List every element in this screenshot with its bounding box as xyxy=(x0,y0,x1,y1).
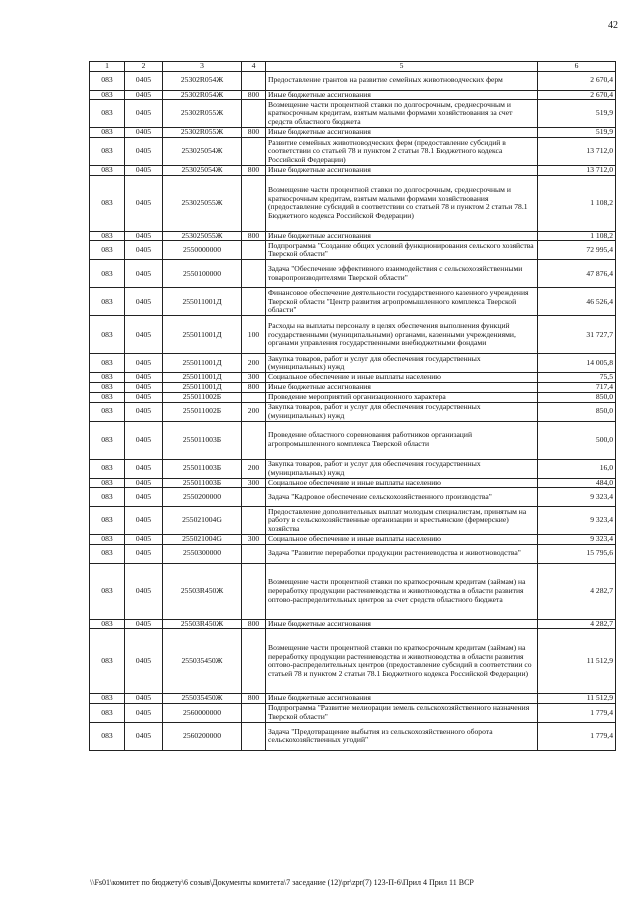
admin-code-cell: 083 xyxy=(90,629,125,694)
section-code-cell: 0405 xyxy=(125,488,163,507)
expense-type-cell: 800 xyxy=(242,382,266,392)
section-code-cell: 0405 xyxy=(125,260,163,288)
column-header: 1 xyxy=(90,62,125,72)
budget-table xyxy=(89,61,616,751)
description-cell: Возмещение части процентной ставки по краткосрочным кредитам (займам) на переработку продукции растениеводства и животноводства в области развития оптово-распределительных центров (предоставление субсидий в соответствии со статьей 78 и пунктом 2 статьи 78.1 Бюджетного кодекса Российской Федерации) xyxy=(266,629,538,694)
table-row xyxy=(90,382,616,392)
description-cell: Иные бюджетные ассигнования xyxy=(266,90,538,100)
admin-code-cell: 083 xyxy=(90,241,125,260)
description-cell: Иные бюджетные ассигнования xyxy=(266,619,538,629)
target-article-cell: 253025055Ж xyxy=(163,175,242,231)
admin-code-cell: 083 xyxy=(90,354,125,373)
column-header: 2 xyxy=(125,62,163,72)
admin-code-cell: 083 xyxy=(90,288,125,316)
expense-type-cell xyxy=(242,138,266,166)
admin-code-cell: 083 xyxy=(90,703,125,722)
expense-type-cell: 800 xyxy=(242,166,266,176)
section-code-cell: 0405 xyxy=(125,231,163,241)
expense-type-cell xyxy=(242,260,266,288)
expense-type-cell xyxy=(242,288,266,316)
table-row xyxy=(90,544,616,563)
expense-type-cell xyxy=(242,507,266,535)
amount-cell: 519,9 xyxy=(538,100,616,128)
description-cell: Расходы на выплаты персоналу в целях обеспечения выполнения функций государственными (муниципальными) органами, казенными учреждениями, органами управления государственными внебюджетными фондами xyxy=(266,316,538,354)
expense-type-cell xyxy=(242,100,266,128)
description-cell: Возмещение части процентной ставки по долгосрочным, среднесрочным и краткосрочным кредитам, взятым малыми формами хозяйствования за счет средств областного бюджета xyxy=(266,100,538,128)
table-row xyxy=(90,316,616,354)
target-article-cell: 2560000000 xyxy=(163,703,242,722)
table-row xyxy=(90,629,616,694)
description-cell: Задача "Развитие переработки продукции растениеводства и животноводства" xyxy=(266,544,538,563)
expense-type-cell xyxy=(242,544,266,563)
amount-cell: 717,4 xyxy=(538,382,616,392)
amount-cell: 9 323,4 xyxy=(538,488,616,507)
amount-cell: 13 712,0 xyxy=(538,166,616,176)
description-cell: Финансовое обеспечение деятельности государственного казенного учреждения Тверской области "Центр развития агропромышленного комплекса Тверской области" xyxy=(266,288,538,316)
section-code-cell: 0405 xyxy=(125,619,163,629)
amount-cell: 2 670,4 xyxy=(538,90,616,100)
admin-code-cell: 083 xyxy=(90,694,125,704)
admin-code-cell: 083 xyxy=(90,535,125,545)
target-article-cell: 253025054Ж xyxy=(163,138,242,166)
target-article-cell: 255021004G xyxy=(163,507,242,535)
target-article-cell: 25302R054Ж xyxy=(163,71,242,90)
amount-cell: 14 005,8 xyxy=(538,354,616,373)
table-row xyxy=(90,128,616,138)
table-row xyxy=(90,288,616,316)
section-code-cell: 0405 xyxy=(125,128,163,138)
amount-cell: 46 526,4 xyxy=(538,288,616,316)
table-row xyxy=(90,241,616,260)
description-cell: Возмещение части процентной ставки по краткосрочным кредитам (займам) на переработку продукции растениеводства и животноводства в области развития оптово-распределительных центров за счет средств областного бюджета xyxy=(266,563,538,619)
column-header: 6 xyxy=(538,62,616,72)
description-cell: Задача "Кадровое обеспечение сельскохозяйственного производства" xyxy=(266,488,538,507)
target-article-cell: 255011001Д xyxy=(163,373,242,383)
admin-code-cell: 083 xyxy=(90,507,125,535)
section-code-cell: 0405 xyxy=(125,544,163,563)
section-code-cell: 0405 xyxy=(125,288,163,316)
admin-code-cell: 083 xyxy=(90,488,125,507)
admin-code-cell: 083 xyxy=(90,373,125,383)
amount-cell: 75,5 xyxy=(538,373,616,383)
target-article-cell: 25302R055Ж xyxy=(163,128,242,138)
section-code-cell: 0405 xyxy=(125,402,163,421)
description-cell: Проведение областного соревнования работников организаций агропромышленного комплекса Тверской области xyxy=(266,421,538,459)
table-row xyxy=(90,373,616,383)
expense-type-cell: 800 xyxy=(242,694,266,704)
table-row xyxy=(90,260,616,288)
amount-cell: 850,0 xyxy=(538,392,616,402)
expense-type-cell xyxy=(242,392,266,402)
section-code-cell: 0405 xyxy=(125,100,163,128)
section-code-cell: 0405 xyxy=(125,535,163,545)
description-cell: Подпрограмма "Развитие мелиорации земель сельскохозяйственного назначения Тверской области" xyxy=(266,703,538,722)
column-header: 5 xyxy=(266,62,538,72)
section-code-cell: 0405 xyxy=(125,478,163,488)
table-row xyxy=(90,722,616,750)
description-cell: Иные бюджетные ассигнования xyxy=(266,166,538,176)
target-article-cell: 25503R450Ж xyxy=(163,563,242,619)
description-cell: Проведение мероприятий организационного характера xyxy=(266,392,538,402)
amount-cell: 850,0 xyxy=(538,402,616,421)
expense-type-cell xyxy=(242,703,266,722)
admin-code-cell: 083 xyxy=(90,402,125,421)
target-article-cell: 253025054Ж xyxy=(163,166,242,176)
table-row xyxy=(90,100,616,128)
admin-code-cell: 083 xyxy=(90,421,125,459)
expense-type-cell: 800 xyxy=(242,128,266,138)
file-path-footer: \\Fs01\комитет по бюджету\6 созыв\Документы комитета\7 заседание (12)\pr\zpr(7) 123-П-6\Прил 4 Прил 11 ВСР xyxy=(90,878,474,887)
amount-cell: 1 108,2 xyxy=(538,231,616,241)
section-code-cell: 0405 xyxy=(125,316,163,354)
section-code-cell: 0405 xyxy=(125,722,163,750)
admin-code-cell: 083 xyxy=(90,392,125,402)
admin-code-cell: 083 xyxy=(90,71,125,90)
admin-code-cell: 083 xyxy=(90,90,125,100)
amount-cell: 1 779,4 xyxy=(538,703,616,722)
target-article-cell: 255035450Ж xyxy=(163,694,242,704)
target-article-cell: 255011001Д xyxy=(163,382,242,392)
table-row xyxy=(90,694,616,704)
target-article-cell: 255035450Ж xyxy=(163,629,242,694)
expense-type-cell xyxy=(242,175,266,231)
admin-code-cell: 083 xyxy=(90,478,125,488)
description-cell: Подпрограмма "Создание общих условий функционирования сельского хозяйства Тверской области" xyxy=(266,241,538,260)
target-article-cell: 2550100000 xyxy=(163,260,242,288)
amount-cell: 1 779,4 xyxy=(538,722,616,750)
expense-type-cell: 800 xyxy=(242,90,266,100)
expense-type-cell: 300 xyxy=(242,373,266,383)
amount-cell: 9 323,4 xyxy=(538,507,616,535)
target-article-cell: 25302R054Ж xyxy=(163,90,242,100)
expense-type-cell: 200 xyxy=(242,459,266,478)
admin-code-cell: 083 xyxy=(90,544,125,563)
description-cell: Предоставление дополнительных выплат молодым специалистам, принятым на работу в сельскохозяйственные организации и крестьянские (фермерские) хозяйства xyxy=(266,507,538,535)
description-cell: Развитие семейных животноводческих ферм (предоставление субсидий в соответствии со статьей 78 и пунктом 2 статьи 78.1 Бюджетного кодекса Российской Федерации) xyxy=(266,138,538,166)
amount-cell: 11 512,9 xyxy=(538,629,616,694)
expense-type-cell: 200 xyxy=(242,354,266,373)
target-article-cell: 255011002Б xyxy=(163,402,242,421)
table-row xyxy=(90,138,616,166)
admin-code-cell: 083 xyxy=(90,563,125,619)
section-code-cell: 0405 xyxy=(125,392,163,402)
section-code-cell: 0405 xyxy=(125,703,163,722)
description-cell: Социальное обеспечение и иные выплаты населению xyxy=(266,373,538,383)
table-row xyxy=(90,90,616,100)
target-article-cell: 25302R055Ж xyxy=(163,100,242,128)
expense-type-cell xyxy=(242,421,266,459)
admin-code-cell: 083 xyxy=(90,459,125,478)
table-row xyxy=(90,507,616,535)
section-code-cell: 0405 xyxy=(125,629,163,694)
description-cell: Социальное обеспечение и иные выплаты населению xyxy=(266,535,538,545)
section-code-cell: 0405 xyxy=(125,563,163,619)
page-number: 42 xyxy=(608,20,618,31)
description-cell: Иные бюджетные ассигнования xyxy=(266,382,538,392)
table-row xyxy=(90,402,616,421)
expense-type-cell xyxy=(242,71,266,90)
expense-type-cell xyxy=(242,488,266,507)
target-article-cell: 25503R450Ж xyxy=(163,619,242,629)
description-cell: Закупка товаров, работ и услуг для обеспечения государственных (муниципальных) нужд xyxy=(266,459,538,478)
target-article-cell: 2550300000 xyxy=(163,544,242,563)
section-code-cell: 0405 xyxy=(125,459,163,478)
expense-type-cell xyxy=(242,722,266,750)
admin-code-cell: 083 xyxy=(90,382,125,392)
expense-type-cell: 300 xyxy=(242,478,266,488)
target-article-cell: 253025055Ж xyxy=(163,231,242,241)
section-code-cell: 0405 xyxy=(125,507,163,535)
section-code-cell: 0405 xyxy=(125,241,163,260)
amount-cell: 519,9 xyxy=(538,128,616,138)
section-code-cell: 0405 xyxy=(125,138,163,166)
target-article-cell: 2550000000 xyxy=(163,241,242,260)
description-cell: Иные бюджетные ассигнования xyxy=(266,231,538,241)
expense-type-cell: 800 xyxy=(242,619,266,629)
target-article-cell: 255021004G xyxy=(163,535,242,545)
expense-type-cell: 800 xyxy=(242,231,266,241)
description-cell: Закупка товаров, работ и услуг для обеспечения государственных (муниципальных) нужд xyxy=(266,354,538,373)
target-article-cell: 255011002Б xyxy=(163,392,242,402)
admin-code-cell: 083 xyxy=(90,260,125,288)
amount-cell: 72 995,4 xyxy=(538,241,616,260)
table-row xyxy=(90,421,616,459)
expense-type-cell: 300 xyxy=(242,535,266,545)
column-header: 4 xyxy=(242,62,266,72)
table-row xyxy=(90,478,616,488)
amount-cell: 484,0 xyxy=(538,478,616,488)
section-code-cell: 0405 xyxy=(125,354,163,373)
amount-cell: 2 670,4 xyxy=(538,71,616,90)
admin-code-cell: 083 xyxy=(90,175,125,231)
description-cell: Задача "Обеспечение эффективного взаимодействия с сельскохозяйственными товаропроизводителями Тверской области" xyxy=(266,260,538,288)
amount-cell: 13 712,0 xyxy=(538,138,616,166)
amount-cell: 15 795,6 xyxy=(538,544,616,563)
section-code-cell: 0405 xyxy=(125,166,163,176)
amount-cell: 47 876,4 xyxy=(538,260,616,288)
admin-code-cell: 083 xyxy=(90,722,125,750)
table-row xyxy=(90,459,616,478)
description-cell: Возмещение части процентной ставки по долгосрочным, среднесрочным и краткосрочным кредитам, взятым малыми формами хозяйствования (предоставление субсидий в соответствии со статьей 78 и пунктом 2 статьи 78.1 Бюджетного кодекса Российской Федерации) xyxy=(266,175,538,231)
description-cell: Социальное обеспечение и иные выплаты населению xyxy=(266,478,538,488)
target-article-cell: 255011003Б xyxy=(163,421,242,459)
section-code-cell: 0405 xyxy=(125,90,163,100)
table-row xyxy=(90,563,616,619)
expense-type-cell xyxy=(242,563,266,619)
amount-cell: 4 282,7 xyxy=(538,563,616,619)
table-row xyxy=(90,71,616,90)
column-header: 3 xyxy=(163,62,242,72)
amount-cell: 1 108,2 xyxy=(538,175,616,231)
description-cell: Иные бюджетные ассигнования xyxy=(266,128,538,138)
section-code-cell: 0405 xyxy=(125,71,163,90)
description-cell: Задача "Предотвращение выбытия из сельскохозяйственного оборота сельскохозяйственных угодий" xyxy=(266,722,538,750)
section-code-cell: 0405 xyxy=(125,382,163,392)
table-row xyxy=(90,488,616,507)
table-row xyxy=(90,392,616,402)
section-code-cell: 0405 xyxy=(125,694,163,704)
expense-type-cell xyxy=(242,241,266,260)
admin-code-cell: 083 xyxy=(90,138,125,166)
amount-cell: 500,0 xyxy=(538,421,616,459)
target-article-cell: 255011001Д xyxy=(163,316,242,354)
target-article-cell: 255011001Д xyxy=(163,354,242,373)
amount-cell: 4 282,7 xyxy=(538,619,616,629)
expense-type-cell: 100 xyxy=(242,316,266,354)
target-article-cell: 255011003Б xyxy=(163,478,242,488)
target-article-cell: 255011003Б xyxy=(163,459,242,478)
amount-cell: 11 512,9 xyxy=(538,694,616,704)
table-row xyxy=(90,703,616,722)
admin-code-cell: 083 xyxy=(90,100,125,128)
admin-code-cell: 083 xyxy=(90,231,125,241)
description-cell: Иные бюджетные ассигнования xyxy=(266,694,538,704)
table-row xyxy=(90,231,616,241)
description-cell: Закупка товаров, работ и услуг для обеспечения государственных (муниципальных) нужд xyxy=(266,402,538,421)
admin-code-cell: 083 xyxy=(90,166,125,176)
target-article-cell: 2550200000 xyxy=(163,488,242,507)
expense-type-cell: 200 xyxy=(242,402,266,421)
target-article-cell: 2560200000 xyxy=(163,722,242,750)
section-code-cell: 0405 xyxy=(125,373,163,383)
amount-cell: 31 727,7 xyxy=(538,316,616,354)
admin-code-cell: 083 xyxy=(90,128,125,138)
section-code-cell: 0405 xyxy=(125,175,163,231)
amount-cell: 16,0 xyxy=(538,459,616,478)
table-row xyxy=(90,175,616,231)
table-row xyxy=(90,535,616,545)
admin-code-cell: 083 xyxy=(90,619,125,629)
description-cell: Предоставление грантов на развитие семейных животноводческих ферм xyxy=(266,71,538,90)
expense-type-cell xyxy=(242,629,266,694)
table-body xyxy=(90,71,616,750)
target-article-cell: 255011001Д xyxy=(163,288,242,316)
admin-code-cell: 083 xyxy=(90,316,125,354)
amount-cell: 9 323,4 xyxy=(538,535,616,545)
table-row xyxy=(90,619,616,629)
table-row xyxy=(90,166,616,176)
section-code-cell: 0405 xyxy=(125,421,163,459)
table-row xyxy=(90,354,616,373)
table-header xyxy=(90,62,616,72)
